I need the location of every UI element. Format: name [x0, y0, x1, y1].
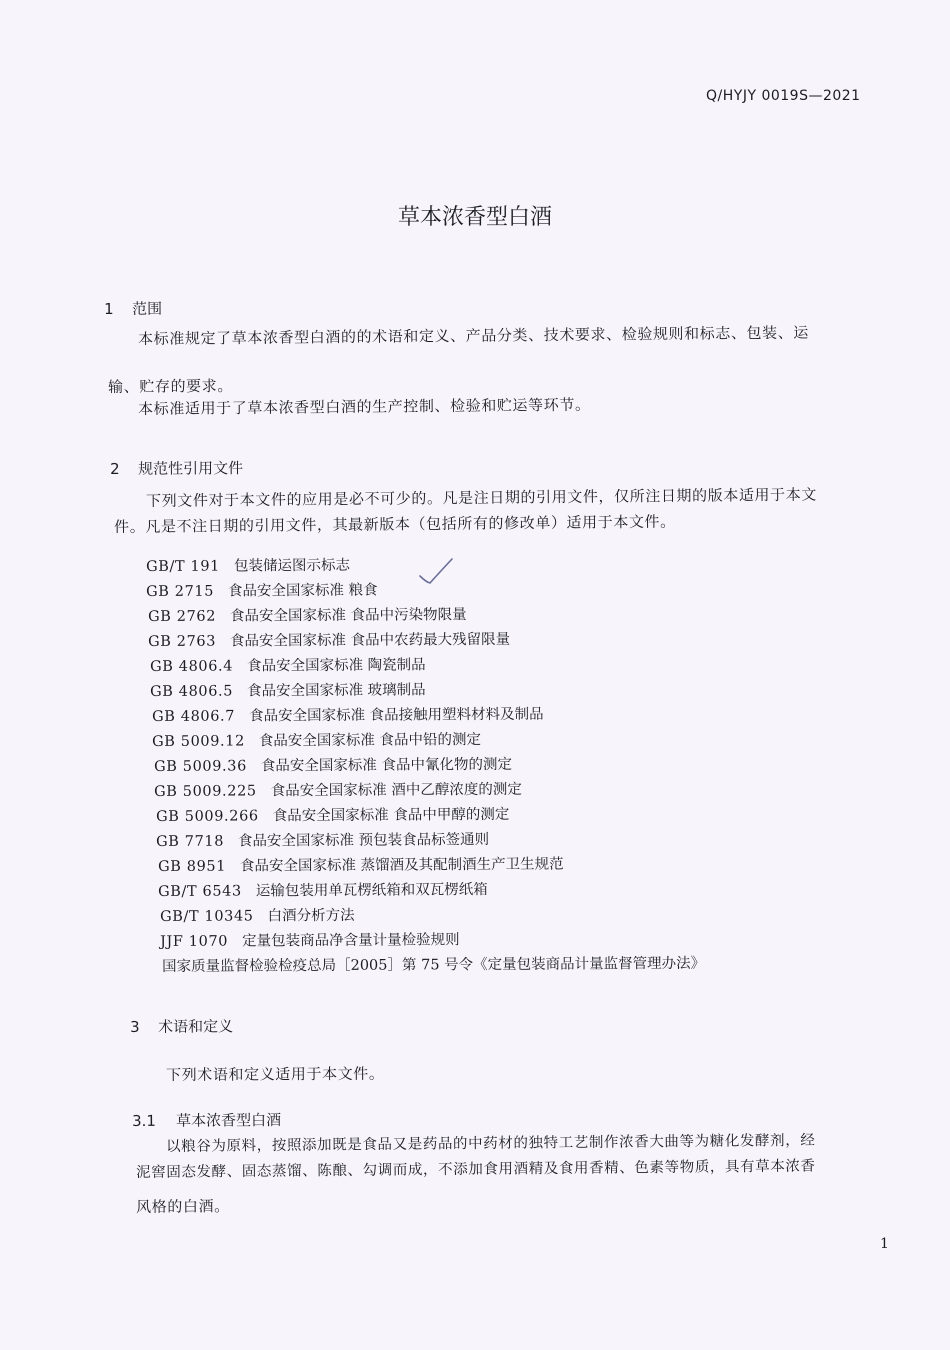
- reference-row: [150, 678, 426, 701]
- reference-code: JJF 1070: [160, 933, 229, 950]
- section-1-heading: [104, 298, 162, 319]
- reference-row: [146, 579, 378, 601]
- reference-code: GB 4806.4: [150, 658, 234, 675]
- reference-row: [160, 928, 460, 951]
- reference-title: 食品安全国家标准 酒中乙醇浓度的测定: [270, 781, 522, 800]
- section-number: 2: [110, 459, 120, 478]
- reference-code: GB 5009.266: [156, 808, 259, 825]
- references-intro-line-2: 件。凡是不注日期的引用文件，其最新版本（包括所有的修改单）适用于本文件。: [114, 512, 676, 536]
- reference-code: GB 7718: [156, 833, 225, 850]
- definition-line-3: 风格的白酒。: [136, 1197, 230, 1216]
- reference-row: [160, 904, 355, 926]
- reference-row: [158, 853, 564, 876]
- section-3-heading: [130, 1015, 233, 1037]
- section-title: 范围: [132, 299, 163, 318]
- reference-row: [152, 703, 544, 726]
- handwritten-check-icon: [418, 556, 454, 586]
- reference-title: 食品安全国家标准 食品中氰化物的测定: [260, 756, 513, 775]
- section-title: 术语和定义: [158, 1017, 234, 1036]
- reference-code: GB/T 191: [146, 558, 221, 575]
- definition-line-1: 以粮谷为原料，按照添加既是食品又是药品的中药材的独特工艺制作浓香大曲等为糖化发酵剂，经: [166, 1132, 816, 1155]
- reference-title: 食品安全国家标准 粮食: [227, 582, 378, 600]
- subsection-3-1-heading: [132, 1109, 281, 1131]
- terms-intro: 下列术语和定义适用于本文件。: [166, 1064, 385, 1084]
- reference-title: 包装储运图示标志: [233, 557, 351, 575]
- references-intro-line-1: 下列文件对于本文件的应用是必不可少的。凡是注日期的引用文件，仅所注日期的版本适用于本文: [146, 485, 817, 510]
- reference-title: 食品安全国家标准 玻璃制品: [247, 682, 426, 700]
- document-title: 草本浓香型白酒: [397, 205, 552, 230]
- reference-code: GB/T 10345: [160, 908, 254, 925]
- scope-paragraph-2: 本标准适用于了草本浓香型白酒的生产控制、检验和贮运等环节。: [138, 395, 591, 418]
- page-number: 1: [880, 1236, 889, 1252]
- reference-row: [156, 803, 509, 826]
- reference-title: 食品安全国家标准 食品中污染物限量: [229, 607, 467, 625]
- section-number: 3: [130, 1017, 140, 1036]
- reference-title: 定量包装商品净含量计量检验规则: [242, 932, 460, 950]
- reference-code: GB/T 6543: [158, 883, 242, 900]
- reference-code: GB 8951: [158, 858, 227, 875]
- reference-row: [148, 603, 467, 626]
- reference-title: 食品安全国家标准 食品接触用塑料材料及制品: [249, 706, 544, 725]
- reference-row: [150, 653, 426, 676]
- reference-code: GB 5009.225: [154, 783, 257, 800]
- decree-reference: 国家质量监督检验检疫总局［2005］第 75 号令《定量包装商品计量监督管理办法》: [162, 955, 706, 975]
- reference-row: [156, 828, 489, 851]
- reference-title: 运输包装用单瓦楞纸箱和双瓦楞纸箱: [255, 881, 488, 900]
- reference-code: GB 2762: [148, 608, 217, 625]
- reference-row: [152, 728, 481, 751]
- reference-row: [158, 878, 488, 901]
- standard-code: Q/HYJY 0019S—2021: [706, 88, 861, 104]
- reference-title: 食品安全国家标准 食品中铅的测定: [258, 731, 482, 750]
- reference-code: GB 4806.5: [150, 683, 234, 700]
- reference-title: 食品安全国家标准 陶瓷制品: [247, 657, 426, 675]
- subsection-title: 草本浓香型白酒: [176, 1111, 282, 1130]
- reference-title: 白酒分析方法: [267, 907, 355, 925]
- reference-code: GB 5009.12: [152, 733, 245, 750]
- reference-title: 食品安全国家标准 食品中农药最大残留限量: [229, 631, 511, 650]
- reference-row: [154, 753, 512, 776]
- reference-title: 食品安全国家标准 食品中甲醇的测定: [272, 806, 510, 825]
- reference-code: GB 4806.7: [152, 708, 236, 725]
- scope-paragraph-1-line-1: 本标准规定了草本浓香型白酒的的术语和定义、产品分类、技术要求、检验规则和标志、包装、运: [138, 323, 809, 348]
- scope-paragraph-1-line-2: 输、贮存的要求。: [108, 376, 234, 396]
- section-title: 规范性引用文件: [138, 459, 244, 478]
- reference-row: [148, 628, 510, 651]
- reference-code: GB 5009.36: [154, 758, 247, 775]
- reference-code: GB 2715: [146, 583, 215, 600]
- reference-row: [154, 778, 522, 801]
- section-number: 1: [104, 299, 114, 318]
- subsection-number: 3.1: [132, 1111, 156, 1130]
- reference-title: 食品安全国家标准 预包装食品标签通则: [237, 831, 490, 850]
- section-2-heading: [110, 457, 243, 479]
- definition-line-2: 泥窖固态发酵、固态蒸馏、陈酿、勾调而成，不添加食用酒精及食用香精、色素等物质，具有草本浓香: [136, 1158, 816, 1181]
- reference-title: 食品安全国家标准 蒸馏酒及其配制酒生产卫生规范: [239, 856, 564, 875]
- reference-code: GB 2763: [148, 633, 217, 650]
- reference-row: [146, 554, 350, 576]
